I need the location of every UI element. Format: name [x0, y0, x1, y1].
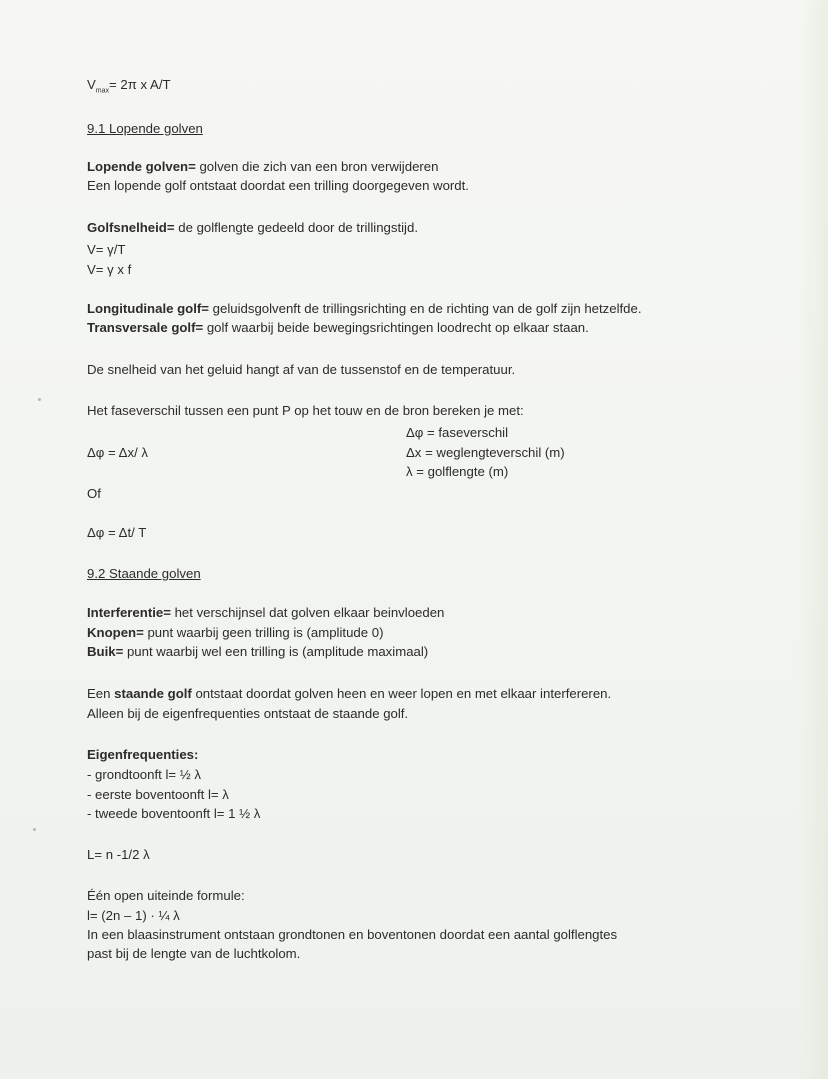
formula-delta-phi-t: Δφ = Δt/ T: [87, 525, 147, 540]
legend-weglengteverschil: Δx = weglengteverschil (m): [406, 445, 565, 460]
def-longitudinale-golf: geluidsgolvenft de trillingsrichting en de richting van de golf zijn hetzelfde.: [208, 301, 642, 316]
def-buik: punt waarbij wel een trilling is (amplitude maximaal): [123, 644, 429, 659]
definition-buik: [87, 644, 428, 660]
formula-vmax-rest: = 2π x A/T: [109, 77, 171, 92]
legend-faseverschil: Δφ = faseverschil: [406, 425, 509, 440]
def-lopende-golven: golven die zich van een bron verwijderen: [195, 159, 439, 174]
term-interferentie: Interferentie=: [87, 605, 171, 620]
formula-vmax-v: V: [87, 77, 96, 92]
faseverschil-intro: Het faseverschil tussen een punt P op het touw en de bron bereken je met:: [87, 403, 524, 418]
term-buik: Buik=: [87, 644, 124, 659]
term-transversale-golf: Transversale golf=: [87, 320, 204, 335]
of-text: Of: [87, 486, 101, 501]
def-knopen: punt waarbij geen trilling is (amplitude 0): [143, 625, 384, 640]
formula-vmax-sub: max: [95, 87, 110, 95]
lopende-golf-line: Een lopende golf ontstaat doordat een trilling doorgegeven wordt.: [87, 178, 469, 193]
list-item-tweede-boventoon: - tweede boventoonft l= 1 ½ λ: [87, 806, 261, 821]
geluid-snelheid-text: De snelheid van het geluid hangt af van de tussenstof en de temperatuur.: [87, 362, 516, 377]
formula-open-uiteinde: l= (2n – 1) · ¼ λ: [87, 908, 180, 923]
term-lopende-golven: Lopende golven=: [87, 159, 196, 174]
definition-interferentie: [87, 605, 444, 621]
section-heading-staande-golven: 9.2 Staande golven: [87, 566, 201, 581]
formula-delta-phi-x: Δφ = Δx/ λ: [87, 445, 148, 460]
definition-longitudinale-golf: [87, 301, 642, 317]
definition-knopen: [87, 625, 383, 641]
scan-speck: [33, 828, 36, 831]
staande-golf-pre: Een: [87, 686, 115, 701]
def-golfsnelheid: de golflengte gedeeld door de trillingstijd.: [174, 220, 418, 235]
term-longitudinale-golf: Longitudinale golf=: [87, 301, 209, 316]
page-edge-shadow: [798, 0, 828, 1079]
term-golfsnelheid: Golfsnelheid=: [87, 220, 175, 235]
term-knopen: Knopen=: [87, 625, 144, 640]
staande-golf-line: [87, 686, 611, 702]
list-item-eerste-boventoon: - eerste boventoonft l= λ: [87, 787, 229, 802]
definition-transversale-golf: [87, 320, 589, 336]
blaasinstrument-line-2: past bij de lengte van de luchtkolom.: [87, 946, 301, 961]
eigenfrequenties-sentence: Alleen bij de eigenfrequenties ontstaat de staande golf.: [87, 706, 409, 721]
staande-golf-post: ontstaat doordat golven heen en weer lopen en met elkaar interfereren.: [191, 686, 612, 701]
blaasinstrument-line-1: In een blaasinstrument ontstaan grondtonen en boventonen doordat een aantal golflengtes: [87, 927, 618, 942]
section-heading-lopende-golven: 9.1 Lopende golven: [87, 121, 203, 136]
open-uiteinde-heading: Één open uiteinde formule:: [87, 888, 245, 903]
scan-speck: [38, 398, 41, 401]
formula-v-lambda-f: V= γ x f: [87, 262, 132, 277]
def-interferentie: het verschijnsel dat golven elkaar beinvloeden: [170, 605, 445, 620]
list-item-grondtoon: - grondtoonft l= ½ λ: [87, 767, 201, 782]
formula-vmax: [87, 77, 171, 100]
eigenfrequenties-heading: Eigenfrequenties:: [87, 747, 199, 762]
term-staande-golf: staande golf: [114, 686, 192, 701]
definition-lopende-golven: [87, 159, 438, 175]
formula-v-lambda-t: V= γ/T: [87, 242, 126, 257]
def-transversale-golf: golf waarbij beide bewegingsrichtingen loodrecht op elkaar staan.: [203, 320, 589, 335]
legend-golflengte: λ = golflengte (m): [406, 464, 509, 479]
formula-l-n: L= n -1/2 λ: [87, 847, 150, 862]
definition-golfsnelheid: [87, 220, 418, 236]
